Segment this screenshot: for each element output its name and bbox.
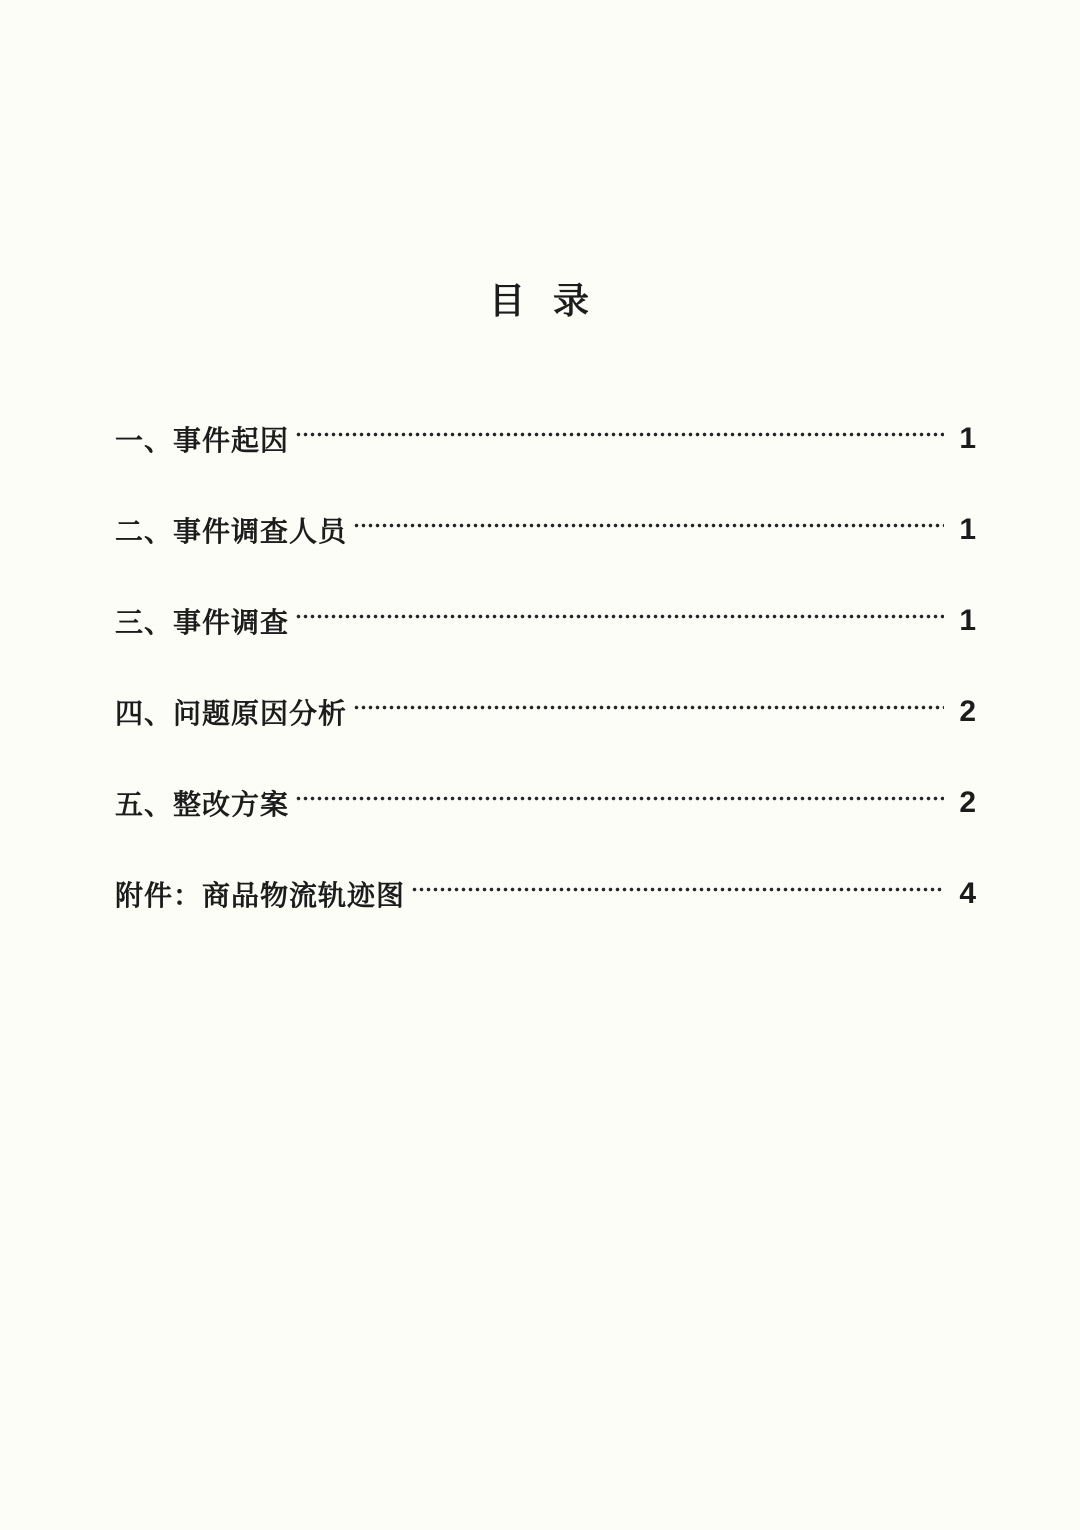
toc-entry: [115, 421, 976, 456]
toc-entry-page-number: 1: [959, 421, 976, 455]
dot-leader: [295, 606, 944, 635]
toc-entry-page-number: 2: [959, 785, 976, 819]
dot-leader: [411, 879, 944, 908]
toc-entry-label: 一、事件起因: [115, 424, 290, 456]
toc-entry: [115, 512, 976, 547]
toc-entry-label: 四、问题原因分析: [115, 697, 348, 729]
toc-entry: [115, 603, 976, 638]
toc-entry-label: 二、事件调查人员: [115, 515, 348, 547]
toc-entry-page-number: 2: [959, 694, 976, 728]
toc-entry-label: 三、事件调查: [115, 606, 290, 638]
dot-leader: [295, 788, 944, 817]
toc-entry-page-number: 1: [959, 603, 976, 637]
toc-entry: [115, 694, 976, 729]
dot-leader: [353, 515, 944, 544]
toc-entry: [115, 876, 976, 911]
toc-entry: [115, 785, 976, 820]
toc-entry-page-number: 4: [959, 876, 976, 910]
toc-entry-label: 五、整改方案: [115, 788, 290, 820]
toc-entry-label: 附件：商品物流轨迹图: [115, 879, 406, 911]
dot-leader: [295, 424, 944, 453]
dot-leader: [353, 697, 944, 726]
toc-entry-page-number: 1: [959, 512, 976, 546]
table-of-contents: [115, 421, 976, 970]
page-title: 目 录: [488, 280, 591, 321]
